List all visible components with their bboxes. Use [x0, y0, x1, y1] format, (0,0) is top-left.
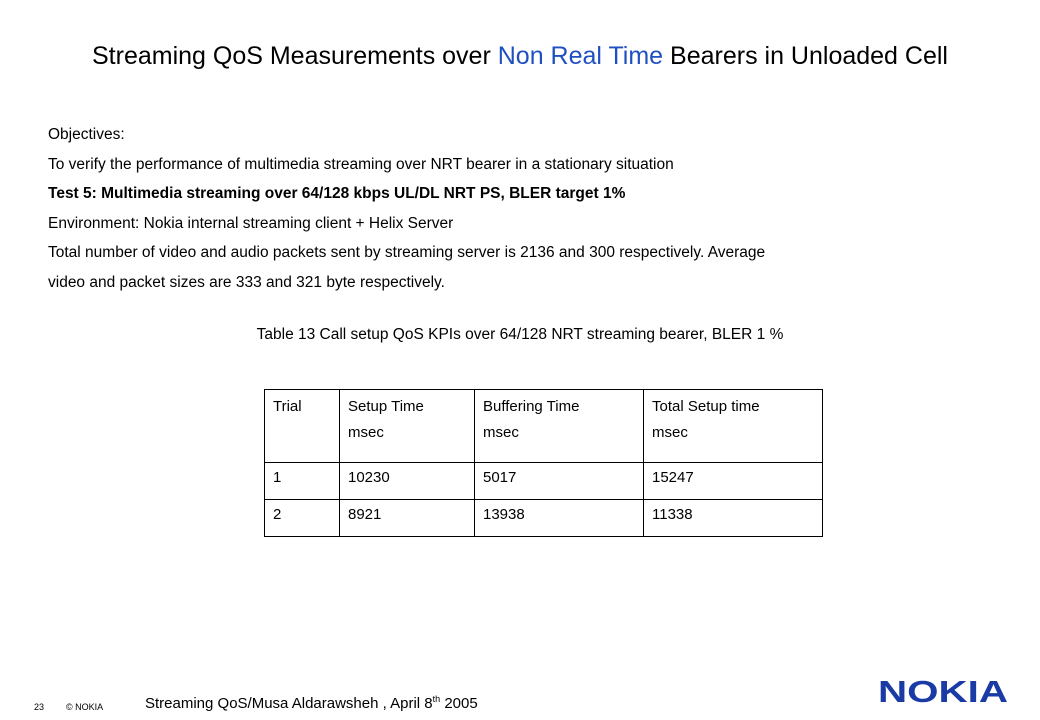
packet-info-line-2: video and packet sizes are 333 and 321 byte respectively. [48, 273, 445, 291]
footer-author-date [145, 694, 478, 712]
title-suffix: Bearers in Unloaded Cell [663, 42, 948, 70]
slide-footer [0, 676, 1040, 716]
table-cell: 13938 [475, 500, 644, 537]
header-cell-buffering-time [475, 390, 644, 463]
table-cell: 5017 [475, 463, 644, 500]
objectives-heading: Objectives: [48, 126, 125, 143]
table-cell: 8921 [340, 500, 475, 537]
table-cell: 11338 [644, 500, 823, 537]
objective-line: To verify the performance of multimedia streaming over NRT bearer in a stationary situation [48, 155, 674, 173]
title-highlight: Non Real Time [497, 42, 664, 70]
header-label: Setup Time [348, 398, 424, 415]
footer-superscript: th [432, 694, 441, 704]
header-cell-total-setup-time [644, 390, 823, 463]
packet-info-line-1: Total number of video and audio packets sent by streaming server is 2136 and 300 respectively. Average [48, 244, 766, 261]
header-unit: msec [348, 424, 384, 441]
header-unit: msec [483, 424, 519, 441]
table-row [265, 463, 823, 500]
body-text [48, 120, 765, 297]
table-caption: Table 13 Call setup QoS KPIs over 64/128 NRT streaming bearer, BLER 1 % [256, 326, 784, 343]
copyright-notice: © NOKIA [66, 702, 104, 712]
header-label: Trial [273, 398, 302, 415]
title-prefix: Streaming QoS Measurements over [92, 42, 498, 70]
nokia-logo-text: NOKIA [878, 676, 1008, 706]
footer-text: Streaming QoS/Musa Aldarawsheh , April 8 [145, 695, 433, 712]
footer-year: 2005 [440, 695, 478, 712]
table-row [265, 500, 823, 537]
slide-title [0, 42, 1040, 71]
nokia-logo [878, 676, 1010, 706]
table-cell: 10230 [340, 463, 475, 500]
test-description: Test 5: Multimedia streaming over 64/128 kbps UL/DL NRT PS, BLER target 1% [48, 185, 626, 202]
kpi-table [264, 389, 823, 537]
table-cell: 2 [265, 500, 340, 537]
header-label: Buffering Time [483, 398, 580, 415]
table-header-row [265, 390, 823, 463]
table-cell: 15247 [644, 463, 823, 500]
header-unit: msec [652, 424, 688, 441]
header-cell-trial [265, 390, 340, 463]
environment-line: Environment: Nokia internal streaming client + Helix Server [48, 214, 454, 232]
page-number: 23 [34, 702, 45, 712]
header-cell-setup-time [340, 390, 475, 463]
table-cell: 1 [265, 463, 340, 500]
header-label: Total Setup time [652, 398, 760, 415]
